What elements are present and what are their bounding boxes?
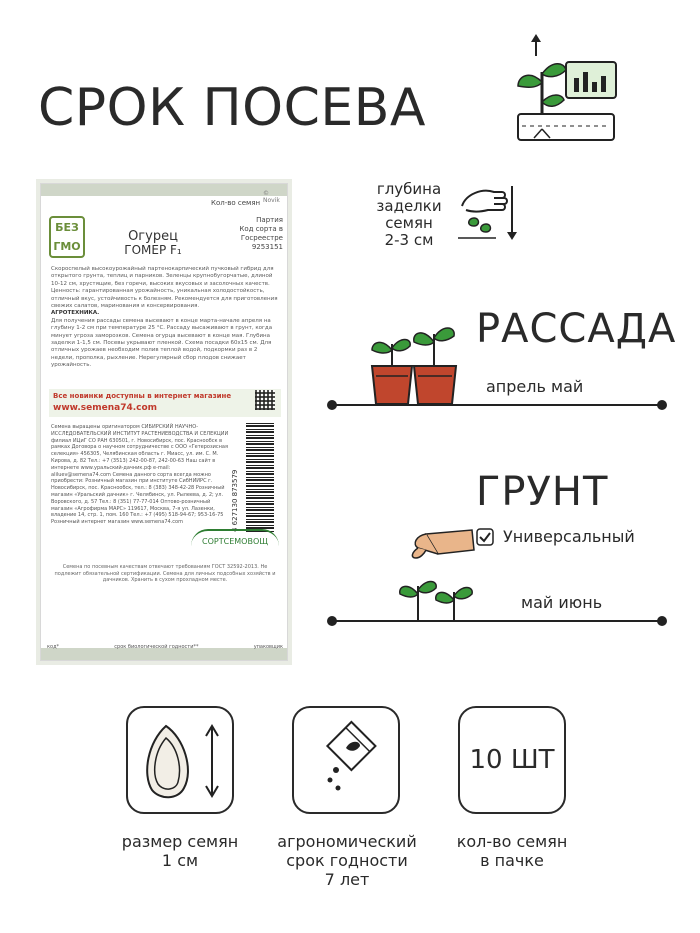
shelf-life-box	[292, 706, 400, 814]
packet-agro-title: АГРОТЕХНИКА.	[51, 310, 100, 317]
quantity-value: 10 ШТ	[469, 745, 555, 775]
packet-footer-code: код*	[47, 644, 60, 650]
packet-registry-code: 9253151	[251, 243, 283, 251]
shelf-label-2: срок годности	[286, 851, 408, 870]
seed-size-box	[126, 706, 234, 814]
shelf-value: 7 лет	[324, 870, 370, 889]
qr-code	[255, 390, 275, 410]
seedling-months: апрель май	[486, 377, 584, 396]
packet-producer-info: Семена выращены оригинатором СИБИРСКИЙ НАУЧНО-ИССЛЕДОВАТЕЛЬСКИЙ ИНСТИТУТ РАСТЕНИЕВОДСТВА И СЕЛЕКЦИИ филиал ИЦиГ СО РАН 630501, г. Новосибирск, пос. Краснообск в рамках Договора о научном сотрудничестве с ООО «Гетерозисная селекция» 456305, Челябинская область г. Миасс, ул. им. С. М. Кирова, д. 82 Тел.: +7 (3513) 242-00-87, 242-00-63 Наш сайт в интернете www.уральский-дачник.рф e-mail: aliluev@semena74.com Семена данного сорта всегда можно приобрести: Розничный магазин при институте СибНИИРС г. Новосибирск, пос. Краснообск, тел.: 8 (383) 348-42-28 Розничный магазин «Уральский дачник» г. Челябинск, ул. Рылеева, д. 2; ул. Воровского, д. 57 Тел.: 8 (351) 77-77-014 Оптово-розничный магазин «Агрофирма МАРС» 119617, Москва, 7-я ул. Лазенки, владение 14, стр. 1, пом. 160 Тел.: +7 (495) 518-94-67; 953-16-75 Розничный интернет магазин www.semena74.com	[51, 424, 229, 526]
packet-party-block	[217, 216, 283, 252]
no-gmo-badge	[49, 216, 85, 258]
packet-brand-mark: © Novik	[263, 190, 280, 204]
seed-size-caption	[112, 832, 248, 870]
packet-agro-text: Для получения рассады семена высевают в конце марта-начале апреля на глубину 1-2 см при температуре 25 °С. Рассаду высаживают в грунт, когда минует угроза заморозков. Семена огурца высевают в конце мая. Глубина заделки 1-1,5 см. Посевы укрывают пленкой. Схема посадки 60x15 см. Для отличных урожаев необходим полив теплой водой, подкормки раз в 2 недели, прополка, рыхление. Нерегулярный сбор плодов снижает урожайность.	[51, 317, 273, 369]
packet-party-label: Партия	[256, 216, 283, 224]
packet-footer	[47, 644, 283, 650]
depth-line3: семян	[385, 214, 433, 232]
packet-description: Скороспелый высокоурожайный партенокарпический пучковый гибрид для открытого грунта, теплиц и парников. Зеленцы крупнобугорчатые, длиной 10-12 см, хрустящие, без горечи, высоких вкусовых и засолочных качеств. Ценность: гарантированная урожайность, уникальная холодостойкость, отличный вкус, устойчивость к болезням. Рекомендуется для приготовления свежих салатов, маринования и консервирования.	[51, 266, 278, 310]
packet-web-banner	[49, 389, 281, 417]
shelf-life-caption	[262, 832, 432, 889]
no-gmo-line1: БЕЗ	[55, 221, 79, 234]
page-title: СРОК ПОСЕВА	[38, 78, 426, 138]
packet-gost-text: Семена по посевным качествам отвечают требованиям ГОСТ 32592-2013. Не подлежит обязательной сертификации. Семена для личных подсобных хозяйств и дачников. Хранить в сухом прохладном месте.	[54, 564, 276, 584]
packet-count-label: Кол-во семян	[211, 199, 261, 207]
seedling-title: РАССАДА	[476, 306, 677, 352]
barcode	[246, 422, 274, 532]
seedling-line-dot-right	[657, 400, 667, 410]
seed-size-icon	[128, 708, 232, 812]
hand-planting-icon	[398, 528, 478, 628]
seedling-pots-icon	[368, 320, 464, 408]
ground-months: май июнь	[521, 593, 603, 612]
packet-variety: ГОМЕР F₁	[124, 243, 182, 257]
ground-title: ГРУНТ	[476, 469, 609, 515]
seed-size-label: размер семян	[121, 832, 239, 851]
hand-seed-depth-icon	[452, 176, 522, 246]
quantity-box	[458, 706, 566, 814]
packet-banner-line1: Все новинки доступны в интернет магазине	[53, 392, 232, 400]
packet-description-block	[51, 266, 279, 370]
seedling-growth-icon	[512, 34, 620, 146]
seed-packet-icon	[294, 708, 398, 812]
sowing-depth-text	[364, 181, 454, 249]
shelf-label-1: агрономический	[277, 832, 417, 851]
seed-packet-image	[40, 183, 288, 661]
packet-top-edge	[41, 184, 287, 196]
packet-registry-label: Код сорта в Госреестре	[239, 225, 283, 242]
quantity-label-1: кол-во семян	[456, 832, 568, 851]
depth-line1: глубина	[376, 180, 442, 198]
seed-size-value: 1 см	[161, 851, 199, 870]
barcode-number: 4 627130 873579	[231, 469, 239, 532]
packet-footer-shelf: срок биологической годности**	[114, 644, 199, 650]
seedling-divider	[332, 404, 662, 406]
no-gmo-line2: ГМО	[53, 240, 81, 253]
quantity-label-2: в пачке	[480, 851, 544, 870]
depth-line4: 2-3 см	[384, 231, 434, 249]
packet-logo: СОРТСЕМОВОЩ	[191, 529, 279, 546]
soil-type: Универсальный	[503, 527, 635, 546]
packet-product-name: Огурец	[128, 229, 178, 244]
depth-line2: заделки	[376, 197, 442, 215]
checkbox-check-icon	[476, 528, 494, 546]
packet-banner-url: www.semena74.com	[53, 403, 158, 413]
quantity-caption	[436, 832, 588, 870]
ground-line-dot-right	[657, 616, 667, 626]
packet-footer-packer: упаковщик	[253, 644, 283, 650]
ground-divider	[332, 620, 662, 622]
